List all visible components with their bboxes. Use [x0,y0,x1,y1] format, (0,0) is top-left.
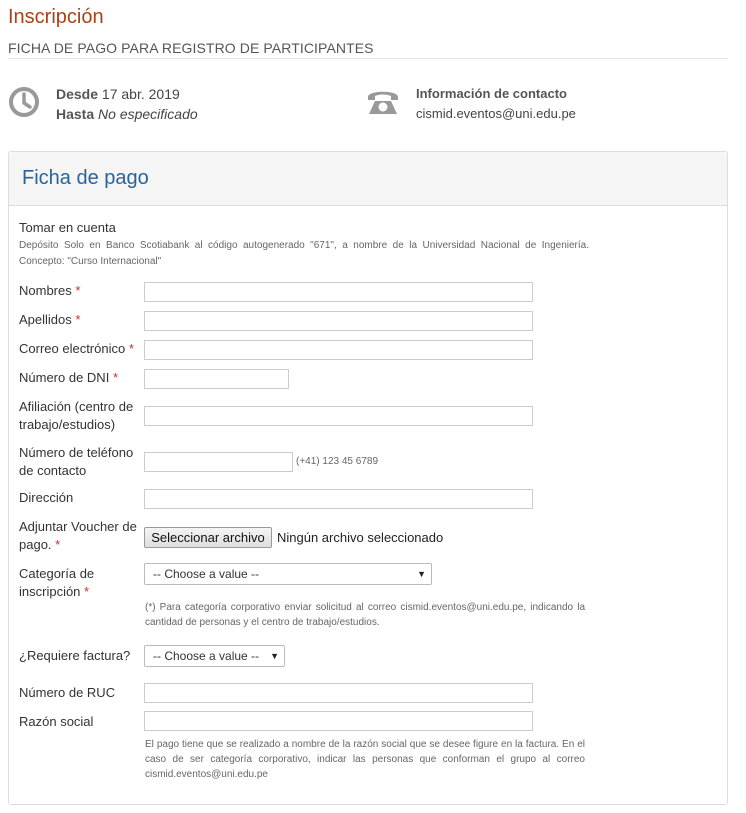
razon-help: El pago tiene que se realizado a nombre de la razón social que se desee figure en la factura. En el caso de ser categoría corporativo, indicar las personas que conforman el grupo al correo cismid.eventos@uni.edu.pe [145,739,585,780]
telefono-label: Número de teléfono de contacto [19,445,134,478]
contact-email: cismid.eventos@uni.edu.pe [416,106,576,121]
dropdown-arrow-icon: ▼ [417,569,426,579]
direccion-input[interactable] [144,489,533,509]
voucher-label: Adjuntar Voucher de pago. * [19,519,137,552]
clock-icon [8,86,40,118]
factura-label: ¿Requiere factura? [19,648,131,663]
apellidos-input[interactable] [144,311,533,331]
page-subtitle: FICHA DE PAGO PARA REGISTRO DE PARTICIPANTES [8,40,374,56]
date-from: Desde 17 abr. 2019 [56,86,180,102]
dni-input[interactable] [144,369,289,389]
afiliacion-label: Afiliación (centro de trabajo/estudios) [19,399,134,432]
ruc-label: Número de RUC [19,685,116,700]
telefono-input[interactable] [144,452,293,472]
note-heading: Tomar en cuenta [19,220,116,235]
required-mark: * [128,341,134,356]
required-mark: * [75,283,81,298]
correo-label: Correo electrónico * [19,341,134,356]
panel-title: Ficha de pago [22,167,149,189]
date-to: Hasta No especificado [56,106,198,122]
categoria-label: Categoría de inscripción * [19,566,95,599]
factura-select[interactable]: -- Choose a value -- ▼ [144,645,285,667]
nombres-input[interactable] [144,282,533,302]
afiliacion-input[interactable] [144,406,533,426]
required-mark: * [75,312,81,327]
required-mark: * [84,584,90,599]
ruc-input[interactable] [144,683,533,703]
correo-input[interactable] [144,340,533,360]
contact-label: Información de contacto [416,86,567,101]
telefono-hint: (+41) 123 45 6789 [296,456,379,467]
razon-input[interactable] [144,711,533,731]
razon-label: Razón social [19,714,94,729]
panel-header [9,152,727,206]
select-file-button[interactable]: Seleccionar archivo [144,527,272,548]
event-dates [56,84,198,124]
page-title: Inscripción [8,6,104,28]
contact-info [416,84,576,124]
categoria-select[interactable]: -- Choose a value -- ▼ [144,563,432,585]
nombres-label: Nombres * [19,283,81,298]
apellidos-label: Apellidos * [19,312,81,327]
title-divider [8,58,728,59]
dropdown-arrow-icon: ▼ [270,651,279,661]
note-text: Depósito Solo en Banco Scotiabank al código autogenerado "671", a nombre de la Universidad Nacional de Ingeniería. Concepto: "Curso Internacional" [19,240,589,267]
direccion-label: Dirección [19,490,74,505]
required-mark: * [55,537,61,552]
dni-label: Número de DNI * [19,370,118,385]
categoria-help: (*) Para categoría corporativo enviar solicitud al correo cismid.eventos@uni.edu.pe, indicando la cantidad de personas y el centro de trabajo/estudios. [145,602,585,628]
required-mark: * [112,370,118,385]
file-status: Ningún archivo seleccionado [277,530,444,545]
phone-icon [366,86,400,118]
